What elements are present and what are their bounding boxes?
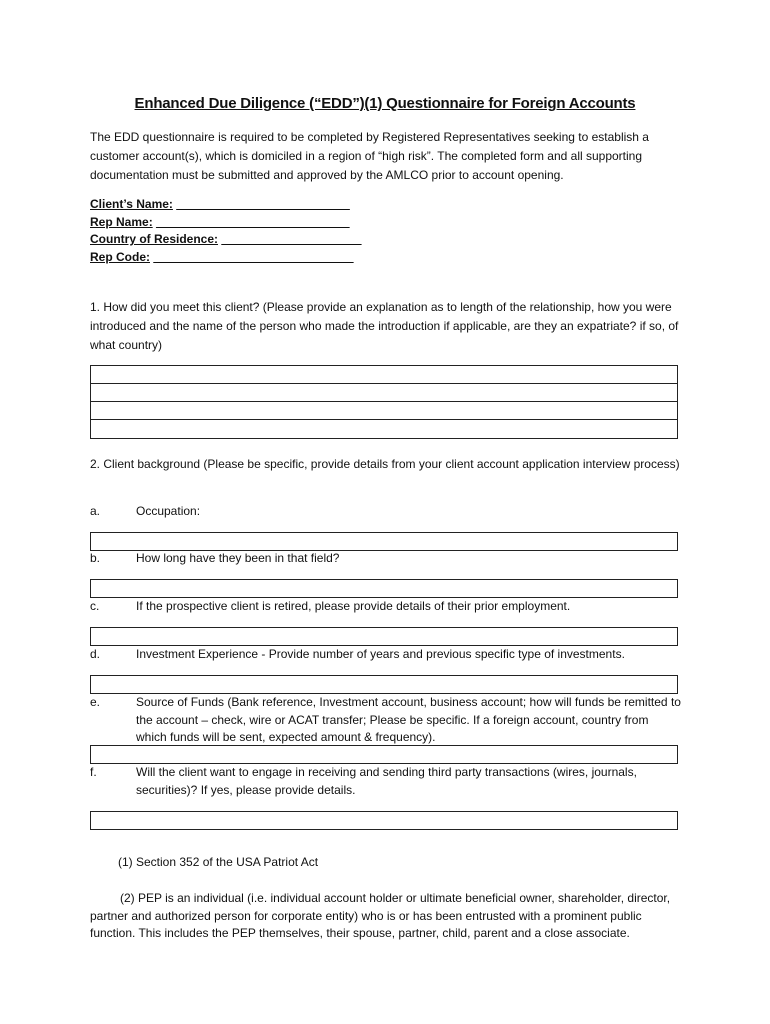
rep-name-label: Rep Name: (90, 214, 153, 229)
item-letter: a. (90, 504, 101, 518)
document-title: Enhanced Due Diligence (“EDD”)(1) Questionnaire for Foreign Accounts (134, 95, 636, 112)
intro-paragraph: The EDD questionnaire is required to be completed by Registered Representatives seeking to establish a customer account(s), which is domiciled in a region of “high risk”. The completed form and all supporting documentation must be submitted and approved by the AMLCO prior to account opening. (90, 130, 649, 182)
item-letter: f. (90, 765, 97, 779)
rep-code-label: Rep Code: (90, 249, 150, 264)
item-text: Will the client want to engage in receiving and sending third party transactions (wires, journals, securities)? If yes, please provide details. (136, 765, 637, 797)
country-of-residence-label: Country of Residence: (90, 232, 219, 246)
header-fields (90, 196, 362, 266)
rep-code-field[interactable] (90, 249, 362, 267)
question-2: 2. Client background (Please be specific, provide details from your client account application interview process) (90, 457, 680, 471)
answer-line[interactable] (91, 402, 677, 420)
question-1-answer-box[interactable] (90, 365, 678, 439)
footnote-2: (2) PEP is an individual (i.e. individual account holder or ultimate beneficial owner, shareholder, director, partner and authorized person for corporate entity) who is or has been entrusted with a prominent public function. This includes the PEP themselves, their spouse, partner, child, parent and a close associate. (90, 891, 671, 940)
prior-employment-answer-box[interactable] (90, 627, 678, 646)
investment-experience-answer-box[interactable] (90, 675, 678, 694)
footnote-1: (1) Section 352 of the USA Patriot Act (118, 855, 319, 869)
client-name-field[interactable] (90, 196, 362, 214)
rep-code-line[interactable]: ______________________________ (153, 249, 354, 264)
client-name-line[interactable]: __________________________ (176, 197, 350, 211)
item-letter: c. (90, 599, 100, 613)
item-text: Source of Funds (Bank reference, Investment account, business account; how will funds be remitted to the account – check, wire or ACAT transfer; Please be specific. If a foreign account, country from which funds will be sent, expected amount & frequency). (136, 695, 681, 744)
occupation-answer-box[interactable] (90, 532, 678, 551)
answer-line[interactable] (91, 384, 677, 402)
item-text: Investment Experience - Provide number of years and previous specific type of investments. (136, 647, 625, 661)
client-name-label: Client’s Name: (90, 197, 173, 211)
item-text: If the prospective client is retired, please provide details of their prior employment. (136, 599, 571, 613)
question-1: 1. How did you meet this client? (Please provide an explanation as to length of the relationship, how you were introduced and the name of the person who made the introduction if applicable, are they an expatriate? if so, of what country) (90, 300, 679, 352)
item-letter: d. (90, 647, 101, 661)
country-of-residence-field[interactable] (90, 231, 362, 249)
third-party-transactions-answer-box[interactable] (90, 811, 678, 830)
answer-line[interactable] (91, 420, 677, 438)
field-duration-answer-box[interactable] (90, 579, 678, 598)
answer-line[interactable] (91, 366, 677, 384)
rep-name-field[interactable] (90, 214, 362, 232)
item-text: How long have they been in that field? (136, 551, 340, 565)
country-of-residence-line[interactable]: _____________________ (221, 232, 362, 246)
item-text: Occupation: (136, 504, 201, 518)
source-of-funds-answer-box[interactable] (90, 745, 678, 764)
item-letter: b. (90, 551, 101, 565)
rep-name-line[interactable]: _____________________________ (156, 214, 350, 229)
item-letter: e. (90, 695, 101, 709)
